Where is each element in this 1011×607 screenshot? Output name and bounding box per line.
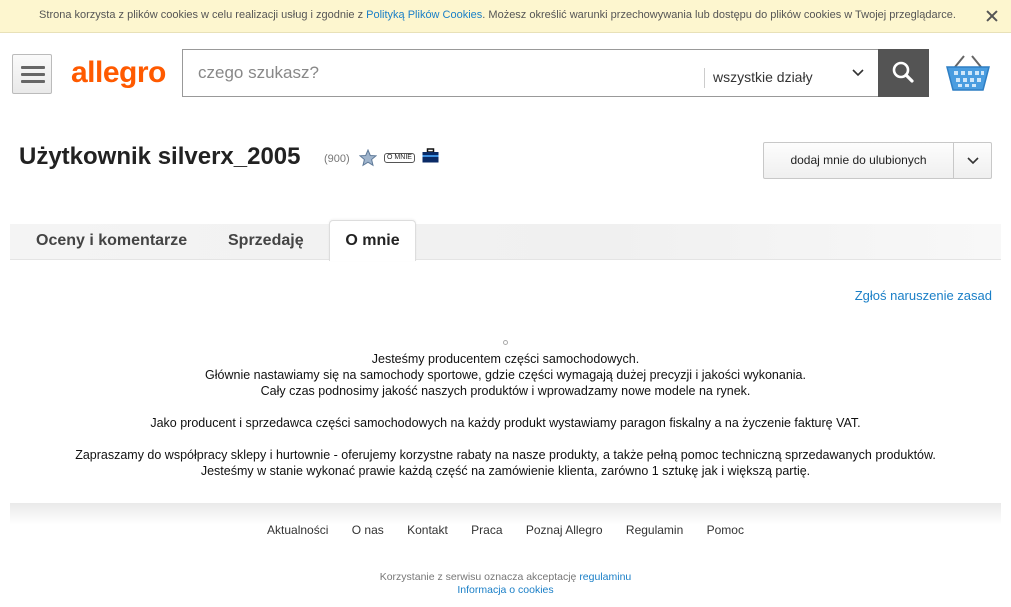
about-line: Głównie nastawiamy się na samochody sportowe, gdzie części wymagają dużej precyzji i jakości wykonania. <box>205 368 806 382</box>
footer-divider <box>10 503 1001 525</box>
close-icon[interactable] <box>985 9 999 23</box>
footer-link-jobs[interactable]: Praca <box>471 523 503 537</box>
spacer-image <box>503 340 508 345</box>
briefcase-icon[interactable] <box>422 148 439 163</box>
menu-bar <box>21 66 45 69</box>
cookie-policy-link[interactable]: Polityką Plików Cookies <box>366 9 483 21</box>
footer-link-meet-allegro[interactable]: Poznaj Allegro <box>525 523 603 537</box>
cookie-text <box>0 9 995 21</box>
footer-link-news[interactable]: Aktualności <box>267 523 329 537</box>
about-line: Jesteśmy producentem części samochodowych. <box>371 352 640 366</box>
tab-about-me[interactable] <box>329 220 416 261</box>
footer-link-about[interactable]: O nas <box>351 523 384 537</box>
menu-bar <box>21 73 45 76</box>
about-line: Zapraszamy do współpracy sklepy i hurtownie - oferujemy korzystne rabaty na nasze produkty, a także pełną pomoc techniczną sprzedawanych produktów. <box>75 448 936 462</box>
search-box <box>182 49 879 97</box>
menu-bar <box>21 80 45 83</box>
favorite-button-group <box>763 142 992 179</box>
cookie-info-link[interactable]: Informacja o cookies <box>457 584 554 596</box>
about-line: Jesteśmy w stanie wykonać prawie każdą część na zamówienie klienta, zarówno 1 sztukę jak i większą partię. <box>200 464 811 478</box>
cookie-bar <box>0 0 1011 33</box>
favorites-dropdown-button[interactable] <box>954 143 992 178</box>
about-line: Jako producent i sprzedawca części samochodowych na każdy produkt wystawiamy paragon fiskalny a na życzenie fakturę VAT. <box>150 416 861 430</box>
star-icon[interactable] <box>359 149 377 167</box>
footer-nav <box>0 523 1011 537</box>
rating-count[interactable]: (900) <box>324 153 350 165</box>
search-divider <box>704 68 705 88</box>
legal-text: Korzystanie z serwisu oznacza akceptację <box>379 571 580 583</box>
search-input[interactable] <box>183 50 703 96</box>
search-icon <box>878 49 929 97</box>
footer-link-contact[interactable]: Kontakt <box>407 523 448 537</box>
search-button[interactable] <box>878 49 929 97</box>
chevron-down-icon[interactable] <box>852 67 864 79</box>
footer-link-help[interactable]: Pomoc <box>706 523 744 537</box>
tab-about-me-label: O mnie <box>345 232 400 249</box>
hamburger-menu-button[interactable] <box>12 54 52 94</box>
chevron-down-icon <box>954 143 992 178</box>
add-to-favorites-button[interactable]: dodaj mnie do ulubionych <box>790 153 927 167</box>
basket-icon[interactable] <box>945 53 991 93</box>
footer-link-terms[interactable]: Regulamin <box>625 523 684 537</box>
legal-notice <box>0 571 1011 583</box>
report-violation-link[interactable]: Zgłoś naruszenie zasad <box>854 288 992 303</box>
cookie-text-after: . Możesz określić warunki przechowywania lub dostępu do plików cookies w Twojej przeglądarce. <box>482 9 956 21</box>
page-title: Użytkownik silverx_2005 <box>19 143 301 170</box>
search-category-select[interactable]: wszystkie działy <box>713 69 813 85</box>
cookie-text-before: Strona korzysta z plików cookies w celu realizacji usług i zgodnie z <box>39 9 367 21</box>
about-line: Cały czas podnosimy jakość naszych produktów i wprowadzamy nowe modele na rynek. <box>260 384 751 398</box>
tab-ratings[interactable]: Oceny i komentarze <box>36 232 188 249</box>
about-me-badge[interactable]: O MNIE <box>384 153 415 163</box>
allegro-logo[interactable]: allegro <box>71 56 166 89</box>
terms-link[interactable]: regulaminu <box>579 571 632 583</box>
tab-selling[interactable]: Sprzedaję <box>228 232 304 249</box>
